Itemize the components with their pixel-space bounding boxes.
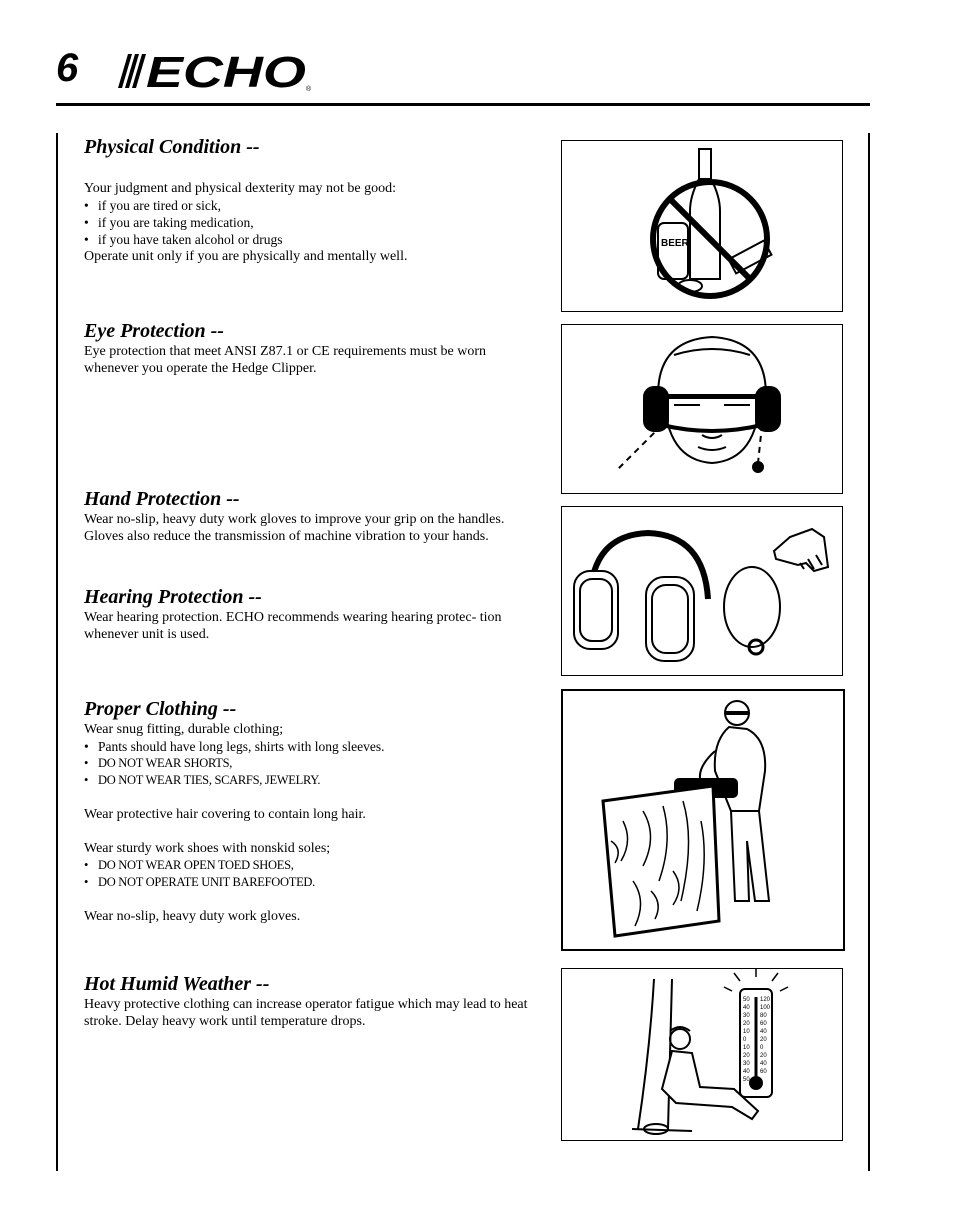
thermometer-scale-label: 40 [760, 1061, 767, 1067]
list-item: • DO NOT OPERATE UNIT BAREFOOTED. [84, 874, 534, 891]
thermometer-scale-label: 30 [743, 1061, 750, 1067]
thermometer-scale-label: 0 [743, 1037, 747, 1043]
logo-text: ECHO [146, 50, 306, 92]
thermometer-scale-label: 40 [743, 1069, 750, 1075]
eye-protection-illustration [561, 324, 843, 494]
thermometer-scale-label: 20 [760, 1053, 767, 1059]
list-item: • DO NOT WEAR SHORTS, [84, 755, 534, 772]
section-intro: Wear snug fitting, durable clothing; [84, 722, 284, 737]
thermometer-scale-label: 10 [743, 1045, 750, 1051]
section-hand-protection [84, 487, 534, 545]
section-physical-condition [84, 135, 534, 265]
section-title: Eye Protection -- [84, 320, 224, 342]
section-title: Hand Protection -- [84, 488, 240, 510]
thermometer-scale-label: 40 [760, 1029, 767, 1035]
gloves-text: Wear no-slip, heavy duty work gloves. [84, 909, 301, 924]
thermometer-scale-label: 100 [760, 1005, 771, 1011]
hearing-hand-protection-illustration [561, 506, 843, 676]
section-intro: Your judgment and physical dexterity may not be good: [84, 181, 396, 196]
thermometer-scale-label: 50 [743, 997, 750, 1003]
section-title: Hearing Protection -- [84, 586, 262, 608]
section-body: Wear hearing protection. ECHO recommends wearing hearing protec- tion whenever unit is used. [84, 610, 502, 642]
thermometer-scale-label: 0 [760, 1045, 764, 1051]
list-item: • Pants should have long legs, shirts with long sleeves. [84, 738, 534, 755]
thermometer-scale-label: 60 [760, 1069, 767, 1075]
shoes-text: Wear sturdy work shoes with nonskid soles; [84, 841, 331, 856]
thermometer-scale-label: 20 [743, 1021, 750, 1027]
thermometer-scale-label: 20 [760, 1037, 767, 1043]
list-item: • if you have taken alcohol or drugs [84, 231, 534, 248]
logo-registered: ® [306, 86, 312, 92]
list-item: • if you are tired or sick, [84, 197, 534, 214]
section-body: Eye protection that meet ANSI Z87.1 or CE requirements must be worn whenever you operate the Hedge Clipper. [84, 344, 487, 376]
section-title: Physical Condition -- [84, 136, 260, 158]
beer-label: BEER [661, 238, 689, 249]
thermometer-scale-label: 60 [760, 1021, 767, 1027]
header-rule [56, 103, 870, 106]
thermometer-scale-label: 50 [743, 1077, 750, 1083]
thermometer-scale-label: 30 [743, 1013, 750, 1019]
section-title: Hot Humid Weather -- [84, 973, 270, 995]
page-number: 6 [56, 46, 79, 90]
echo-logo [116, 50, 316, 92]
section-body: Wear no-slip, heavy duty work gloves to improve your grip on the handles. Gloves also reduce the transmission of machine vibration to your hands. [84, 512, 505, 544]
thermometer-scale-label: 20 [743, 1053, 750, 1059]
section-proper-clothing [84, 697, 534, 925]
section-eye-protection [84, 319, 534, 377]
thermometer-scale-label: 40 [743, 1005, 750, 1011]
list-item: • if you are taking medication, [84, 214, 534, 231]
section-body: Heavy protective clothing can increase operator fatigue which may lead to heat stroke. Delay heavy work until temperature drops. [84, 997, 528, 1029]
list-item: • DO NOT WEAR OPEN TOED SHOES, [84, 857, 534, 874]
section-hot-humid-weather [84, 972, 534, 1030]
thermometer-scale-label: 10 [743, 1029, 750, 1035]
thermometer-scale-label: 120 [760, 997, 771, 1003]
hot-weather-illustration [561, 968, 843, 1141]
section-hearing-protection [84, 585, 534, 643]
proper-clothing-illustration [561, 689, 845, 951]
list-item: • DO NOT WEAR TIES, SCARFS, JEWELRY. [84, 772, 534, 789]
no-alcohol-drugs-illustration [561, 140, 843, 312]
left-margin-rule [56, 133, 58, 1171]
section-title: Proper Clothing -- [84, 698, 237, 720]
right-margin-rule [868, 133, 870, 1171]
section-outro: Operate unit only if you are physically and mentally well. [84, 249, 408, 264]
thermometer-scale-label: 80 [760, 1013, 767, 1019]
hair-text: Wear protective hair covering to contain long hair. [84, 807, 366, 822]
